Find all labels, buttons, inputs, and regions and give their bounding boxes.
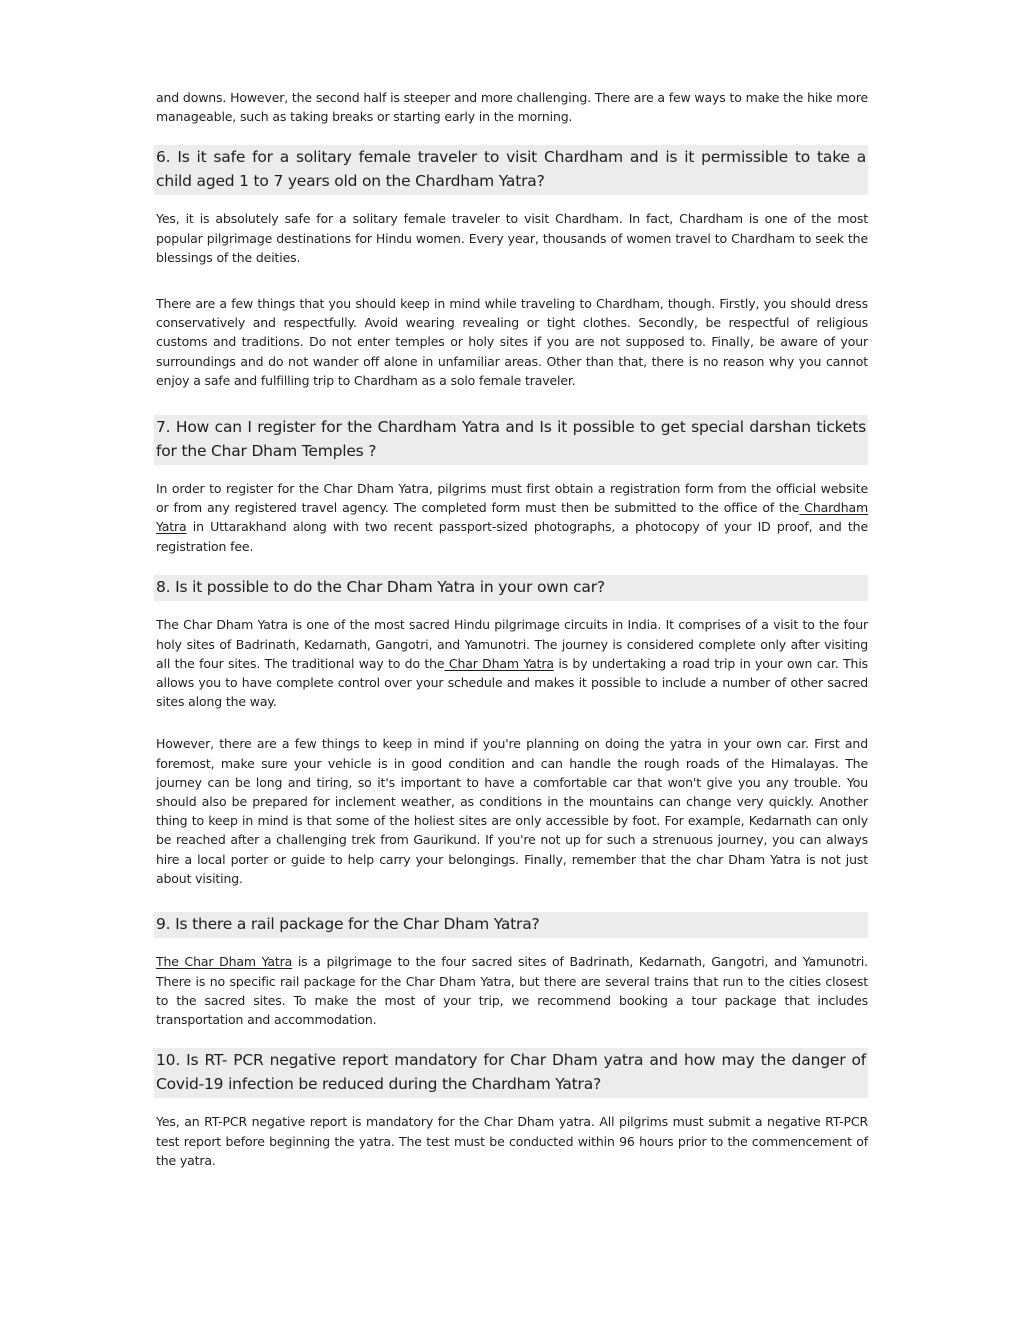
q8-text-before-link: The Char Dham Yatra is one of the most sacred Hindu pilgrimage circuits in India. It comprises of a visit to the four holy sites of Badrinath, Kedarnath, Gangotri, and Yamunotri. The journey is considered complete only after visiting all the four sites. The traditional way to do the [156, 617, 868, 671]
document-page [156, 88, 868, 1170]
q7-answer-paragraph [156, 479, 868, 556]
q8-answer-paragraph-2: However, there are a few things to keep in mind if you're planning on doing the yatra in your own car. First and foremost, make sure your vehicle is in good condition and can handle the rough roads of the Himalayas. The journey can be long and tiring, so it's important to have a comfortable car that won't give you any trouble. You should also be prepared for inclement weather, as conditions in the mountains can change very quickly. Another thing to keep in mind is that some of the holiest sites are only accessible by foot. For example, Kedarnath can only be reached after a challenging trek from Gaurikund. If you're not up for such a strenuous journey, you can always hire a local porter or guide to help carry your belongings. Finally, remember that the char Dham Yatra is not just about visiting. [156, 736, 868, 886]
q9-text-after-link: is a pilgrimage to the four sacred sites of Badrinath, Kedarnath, Gangotri, and Yamunotri. There is no specific rail package for the Char Dham Yatra, but there are several trains that run to the cities closest to the sacred sites. To make the most of your trip, we recommend booking a tour package that includes transportation and accommodation. [156, 954, 868, 1028]
q8-answer-paragraph-1 [156, 615, 868, 711]
q7-text-before-link: In order to register for the Char Dham Yatra, pilgrims must first obtain a registration form from the official website or from any registered travel agency. The completed form must then be submitted to the office of the [156, 481, 868, 516]
q10-heading: 10. Is RT- PCR negative report mandatory for Char Dham yatra and how may the danger of Covid-19 infection be reduced during the Chardham Yatra? [154, 1048, 868, 1098]
q7-heading: 7. How can I register for the Chardham Yatra and Is it possible to get special darshan tickets for the Char Dham Temples ? [154, 415, 868, 465]
chardham-yatra-link[interactable]: Chardham Yatra [156, 500, 869, 535]
q5-answer-tail: and downs. However, the second half is steeper and more challenging. There are a few ways to make the hike more manageable, such as taking breaks or starting early in the morning. [156, 90, 868, 125]
q7-text-after-link: in Uttarakhand along with two recent passport-sized photographs, a photocopy of your ID proof, and the registration fee. [156, 519, 868, 554]
q10-answer-paragraph: Yes, an RT-PCR negative report is mandatory for the Char Dham yatra. All pilgrims must submit a negative RT-PCR test report before beginning the yatra. The test must be conducted within 96 hours prior to the commencement of the yatra. [156, 1114, 868, 1168]
the-char-dham-yatra-link[interactable]: The Char Dham Yatra [156, 954, 293, 970]
q6-answer-paragraph-1: Yes, it is absolutely safe for a solitary female traveler to visit Chardham. In fact, Chardham is one of the most popular pilgrimage destinations for Hindu women. Every year, thousands of women travel to Chardham to seek the blessings of the deities. [156, 211, 868, 265]
char-dham-yatra-link[interactable]: Char Dham Yatra [444, 655, 554, 671]
q6-heading: 6. Is it safe for a solitary female traveler to visit Chardham and is it permissible to take a child aged 1 to 7 years old on the Chardham Yatra? [154, 145, 868, 195]
q9-heading: 9. Is there a rail package for the Char Dham Yatra? [154, 912, 868, 939]
q9-answer-paragraph [156, 952, 868, 1029]
q6-answer-paragraph-2: There are a few things that you should keep in mind while traveling to Chardham, though. Firstly, you should dress conservatively and respectfully. Avoid wearing revealing or tight clothes. Secondly, be respectful of religious customs and traditions. Do not enter temples or holy sites if you are not supposed to. Finally, be aware of your surroundings and do not wander off alone in unfamiliar areas. Other than that, there is no reason why you cannot enjoy a safe and fulfilling trip to Chardham as a solo female traveler. [156, 296, 868, 388]
q8-text-after-link: is by undertaking a road trip in your own car. This allows you to have complete control over your schedule and makes it possible to include a number of other sacred sites along the way. [156, 655, 869, 710]
q8-heading: 8. Is it possible to do the Char Dham Yatra in your own car? [154, 575, 868, 602]
